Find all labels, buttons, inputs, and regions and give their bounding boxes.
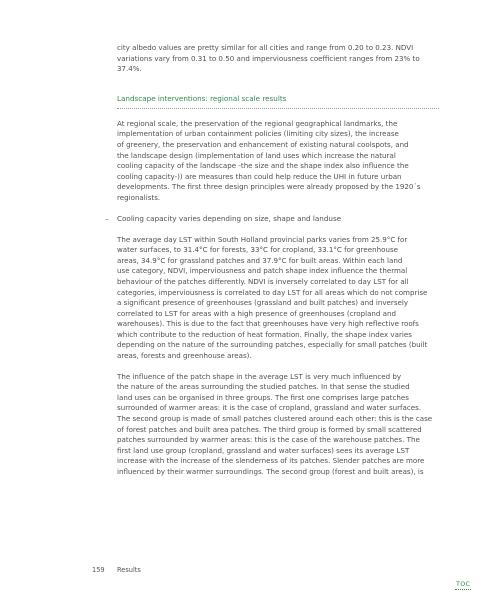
- bullet-dash: –: [105, 213, 109, 223]
- paragraph-lst-averages: [117, 235, 451, 362]
- text-line: The average day LST within South Holland provincial parks varies from 25.9°C for: [117, 234, 408, 244]
- text-line: of greenery, the preservation and enhancement of existing natural coolspots, and: [117, 139, 409, 149]
- text-line: city albedo values are pretty similar for all cities and range from 0.20 to 0.23. NDVI: [117, 43, 414, 52]
- text-line: 37.4%.: [117, 64, 142, 74]
- text-line: The influence of the patch shape in the average LST is very much influenced by: [117, 371, 402, 381]
- text-line: warehouses). This is due to the fact that greenhouses have very high reflective roofs: [117, 319, 419, 329]
- bullet-item: [105, 213, 451, 224]
- paragraph-albedo: [117, 43, 451, 75]
- text-line: depending on the nature of the surrounding patches, especially for small patches (built: [117, 340, 428, 350]
- text-line: The second group is made of small patches clustered around each other: this is the case: [117, 414, 433, 424]
- text-line: behaviour of the patches differently. NDVI is inversely correlated to day LST for all: [117, 276, 409, 286]
- text-line: surrounded of warmer areas: it is the case of cropland, grassland and water surfaces.: [117, 403, 422, 413]
- text-line: a significant presence of greenhouses (grassland and built patches) and inversely: [117, 298, 409, 308]
- text-line: regionalists.: [117, 192, 161, 202]
- toc-link[interactable]: TOC: [456, 580, 471, 588]
- text-line: variations vary from 0.31 to 0.50 and imperviousness coefficient ranges from 23% to: [117, 53, 420, 63]
- text-line: increase with the increase of the slenderness of its patches. Slender patches are more: [117, 456, 425, 466]
- text-column: [105, 43, 451, 478]
- text-line: cooling capacity-)) are measures than could help reduce the UHI in future urban: [117, 171, 402, 181]
- text-line: At regional scale, the preservation of the regional geographical landmarks, the: [117, 118, 398, 128]
- text-line: land uses can be organised in three groups. The first one comprises large patches: [117, 392, 409, 402]
- text-line: areas, 34.9°C for grassland patches and 37.9°C for built areas. Within each land: [117, 255, 403, 265]
- text-line: cooling capacity of the landscape -the size and the shape index also influence the: [117, 161, 409, 171]
- bullet-text: Cooling capacity varies depending on size, shape and landuse: [117, 213, 342, 223]
- text-line: of forest patches and built area patches. The third group is formed by small scattered: [117, 424, 422, 434]
- paragraph-patch-shape: [117, 372, 451, 478]
- toc-underline: [455, 589, 471, 590]
- text-line: patches surrounded by warmer areas: this is the case of the warehouse patches. The: [117, 435, 420, 445]
- text-line: developments. The first three design principles were already proposed by the 1920´s: [117, 182, 421, 192]
- text-line: areas, forests and greenhouse areas).: [117, 351, 252, 361]
- text-line: use category, NDVI, imperviousness and patch shape index influence the thermal: [117, 266, 408, 276]
- text-line: categories, imperviousness is correlated to day LST for all areas which do not comprise: [117, 287, 428, 297]
- text-line: correlated to LST for areas with a high presence of greenhouses (cropland and: [117, 308, 397, 318]
- text-line: first land use group (cropland, grassland and water surfaces) sees its average LST: [117, 445, 410, 455]
- text-line: implementation of urban containment policies (limiting city sizes), the increase: [117, 129, 399, 139]
- page-number: 159: [92, 566, 105, 574]
- footer-section-title: Results: [117, 566, 141, 574]
- text-line: water surfaces, to 31.4°C for forests, 33°C for cropland, 33.1°C for greenhouse: [117, 245, 399, 255]
- section-heading: Landscape interventions: regional scale results: [117, 93, 287, 103]
- text-line: which contribute to the reduction of heat formation. Finally, the shape index varies: [117, 329, 412, 339]
- section-heading-block: [117, 94, 451, 109]
- paragraph-regional-scale: [117, 119, 451, 204]
- text-line: the landscape design (implementation of land uses which increase the natural: [117, 150, 396, 160]
- text-line: the nature of the areas surrounding the studied patches. In that sense the studied: [117, 382, 410, 392]
- text-line: influenced by their warmer surroundings. The second group (forest and built areas), is: [117, 467, 424, 476]
